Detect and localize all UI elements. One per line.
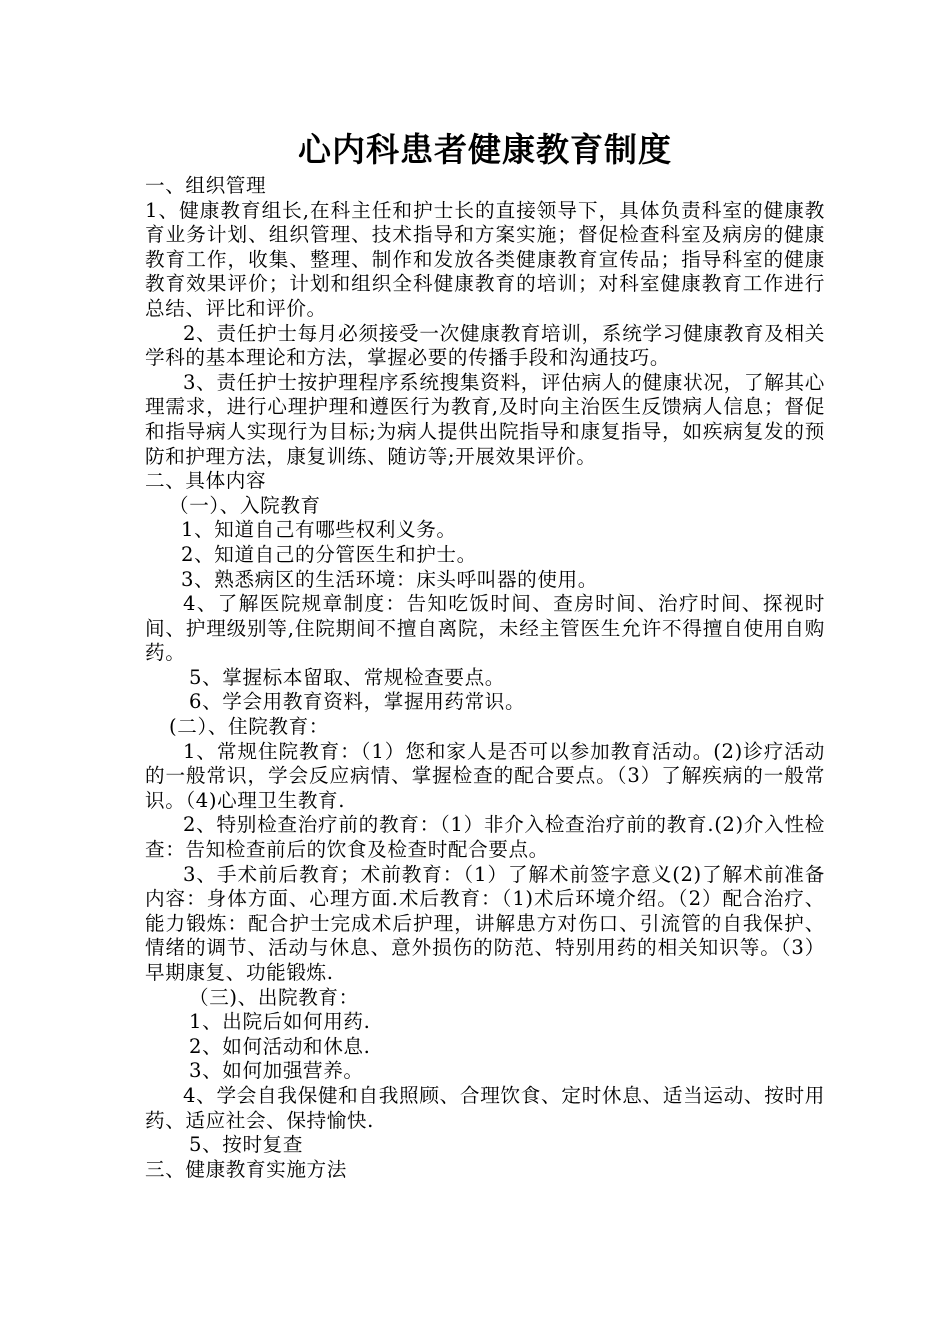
- paragraph: 3、熟悉病区的生活环境：床头呼叫器的使用。: [181, 567, 598, 591]
- paragraph: 二、具体内容: [145, 469, 267, 493]
- document-title: 心内科患者健康教育制度: [298, 130, 672, 169]
- paragraph: 6、学会用教育资料，掌握用药常识。: [189, 690, 526, 714]
- paragraph: 4、学会自我保健和自我照顾、合理饮食、定时休息、适当运动、按时用药、适应社会、保持愉快.: [145, 1083, 825, 1132]
- paragraph: 5、按时复查: [189, 1133, 304, 1157]
- paragraph: 2、知道自己的分管医生和护士。: [181, 542, 477, 566]
- document-body: [145, 174, 825, 1182]
- paragraph: 3、手术前后教育；术前教育：（1）了解术前签字意义(2)了解术前准备内容：身体方面、心理方面.术后教育：（1)术后环境介绍。（2）配合治疗、能力锻炼：配合护士完成术后护理，讲解患方对伤口、引流管的自我保护、情绪的调节、活动与休息、意外损伤的防范、特别用药的相关知识等。（3）早期康复、功能锻炼.: [145, 862, 825, 984]
- document-page: [145, 128, 825, 1182]
- paragraph: 2、特别检查治疗前的教育：（1）非介入检查治疗前的教育.(2)介入性检查：告知检查前后的饮食及检查时配合要点。: [145, 813, 825, 862]
- paragraph: 3、责任护士按护理程序系统搜集资料，评估病人的健康状况，了解其心理需求，进行心理护理和遵医行为教育,及时向主治医生反馈病人信息；督促和指导病人实现行为目标;为病人提供出院指导和康复指导，如疾病复发的预防和护理方法，康复训练、随访等;开展效果评价。: [145, 370, 825, 468]
- paragraph: 5、掌握标本留取、常规检查要点。: [189, 665, 505, 689]
- paragraph: 1、出院后如何用药.: [189, 1010, 371, 1034]
- paragraph: 2、责任护士每月必须接受一次健康教育培训，系统学习健康教育及相关学科的基本理论和方法，掌握必要的传播手段和沟通技巧。: [145, 321, 825, 370]
- paragraph: 4、了解医院规章制度：告知吃饭时间、查房时间、治疗时间、探视时间、护理级别等,住院期间不擅自离院，未经主管医生允许不得擅自使用自购药。: [145, 592, 825, 665]
- paragraph: （一）、入院教育: [169, 493, 321, 517]
- paragraph: 一、组织管理: [145, 174, 267, 197]
- paragraph: 1、知道自己有哪些权利义务。: [181, 518, 457, 542]
- paragraph: 1、常规住院教育：（1）您和家人是否可以参加教育活动。(2)诊疗活动的一般常识，学会反应病情、掌握检查的配合要点。（3）了解疾病的一般常识。（4)心理卫生教育.: [145, 739, 825, 812]
- paragraph: (二）、住院教育：: [169, 715, 329, 739]
- paragraph: 1、健康教育组长,在科主任和护士长的直接领导下，具体负责科室的健康教育业务计划、组织管理、技术指导和方案实施；督促检查科室及病房的健康教育工作，收集、整理、制作和发放各类健康教育宣传品；指导科室的健康教育效果评价；计划和组织全科健康教育的培训；对科室健康教育工作进行总结、评比和评价。: [145, 198, 825, 320]
- paragraph: 三、健康教育实施方法: [145, 1157, 347, 1181]
- paragraph: （三)、出院教育：: [189, 985, 359, 1009]
- paragraph: 2、如何活动和休息.: [189, 1034, 371, 1058]
- paragraph: 3、如何加强营养。: [189, 1059, 364, 1083]
